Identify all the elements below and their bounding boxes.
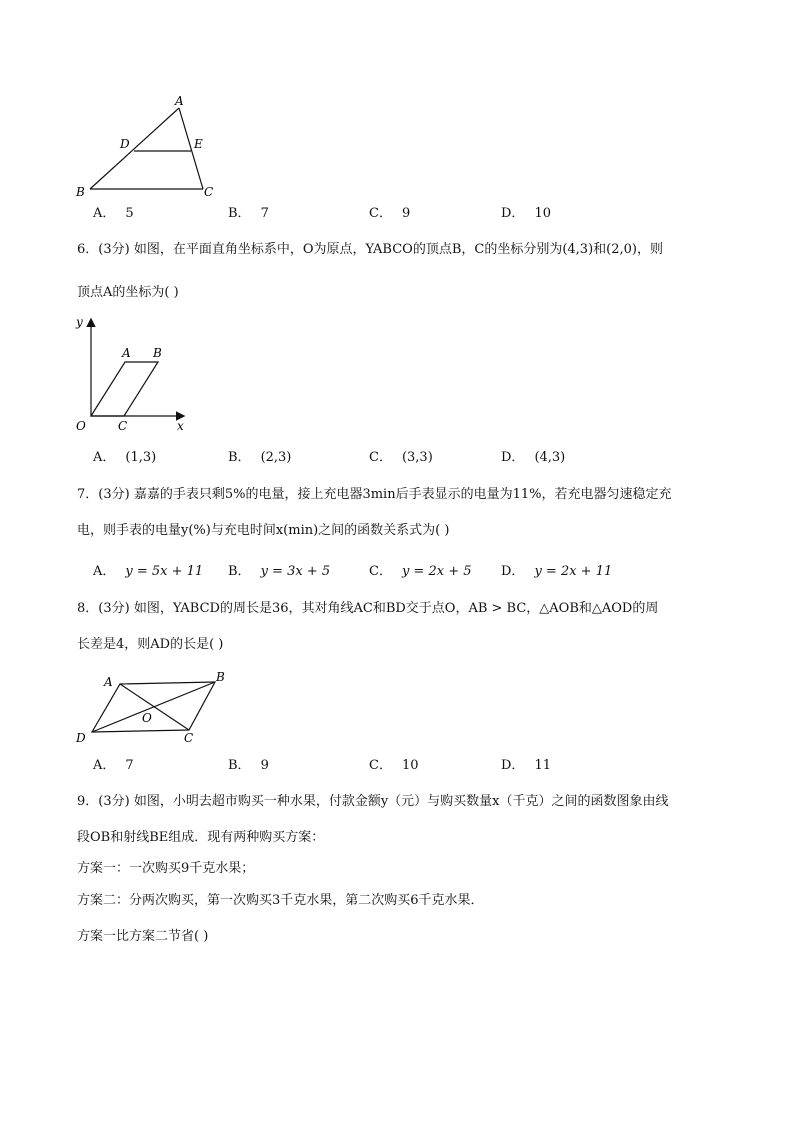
q8-stem-line2: 长差是4，则AD的长是( ) [77, 637, 224, 652]
label-o: O [142, 711, 152, 725]
q8-option-b[interactable]: B． 9 [228, 758, 269, 773]
triangle-figure [70, 92, 230, 200]
label-d: D [76, 731, 86, 745]
q7-option-b[interactable]: B． y = 3x + 5 [228, 564, 331, 579]
label-c: C [204, 185, 214, 199]
label-d: D [120, 137, 130, 151]
q6-option-b[interactable]: B． (2,3) [228, 450, 292, 465]
q5-option-a[interactable]: A． 5 [93, 206, 134, 221]
label-a: A [175, 94, 184, 108]
q5-option-d[interactable]: D． 10 [501, 206, 551, 221]
q6-option-c[interactable]: C． (3,3) [369, 450, 433, 465]
q7-option-c[interactable]: C． y = 2x + 5 [369, 564, 472, 579]
label-e: E [194, 137, 203, 151]
q7-option-a[interactable]: A． y = 5x + 11 [93, 564, 204, 579]
label-b: B [76, 185, 85, 199]
label-b: B [216, 670, 225, 684]
origin-label: O [76, 419, 86, 433]
axis-x-label: x [177, 419, 184, 433]
q6-option-d[interactable]: D． (4,3) [501, 450, 566, 465]
label-c: C [184, 731, 194, 745]
q6-stem-line1: 6．(3分) 如图，在平面直角坐标系中，O为原点，YABCO的顶点B，C的坐标分别为(4,3)和(2,0)，则 [77, 242, 663, 257]
label-c: C [118, 419, 128, 433]
q6-stem-line2: 顶点A的坐标为( ) [77, 285, 179, 300]
q9-stem-line2: 段OB和射线BE组成．现有两种购买方案： [77, 830, 325, 845]
label-a: A [104, 675, 113, 689]
q9-plan-2: 方案二：分两次购买，第一次购买3千克水果，第二次购买6千克水果． [77, 893, 484, 908]
q5-option-b[interactable]: B． 7 [228, 206, 269, 221]
q7-stem-line2: 电，则手表的电量y(%)与充电时间x(min)之间的函数关系式为( ) [77, 523, 450, 538]
q8-option-a[interactable]: A． 7 [93, 758, 134, 773]
label-b: B [153, 346, 162, 360]
q9-plan-1: 方案一：一次购买9千克水果； [77, 861, 255, 876]
q8-stem-line1: 8．(3分) 如图，YABCD的周长是36，其对角线AC和BD交于点O，AB > BC，△AOB和△AOD的周 [77, 601, 659, 616]
label-a: A [122, 346, 131, 360]
q8-option-c[interactable]: C． 10 [369, 758, 419, 773]
q6-option-a[interactable]: A． (1,3) [93, 450, 157, 465]
q8-option-d[interactable]: D． 11 [501, 758, 551, 773]
coordinate-figure [70, 310, 200, 435]
q7-option-d[interactable]: D． y = 2x + 11 [501, 564, 613, 579]
q9-stem-line1: 9．(3分) 如图，小明去超市购买一种水果，付款金额y（元）与购买数量x（千克）之间的函数图象由线 [77, 794, 669, 809]
parallelogram-figure [70, 668, 235, 748]
q7-stem-line1: 7．(3分) 嘉嘉的手表只剩5%的电量，接上充电器3min后手表显示的电量为11%，若充电器匀速稳定充 [77, 487, 672, 502]
axis-y-label: y [76, 315, 83, 329]
q9-question: 方案一比方案二节省( ) [77, 929, 209, 944]
q5-option-c[interactable]: C． 9 [369, 206, 411, 221]
